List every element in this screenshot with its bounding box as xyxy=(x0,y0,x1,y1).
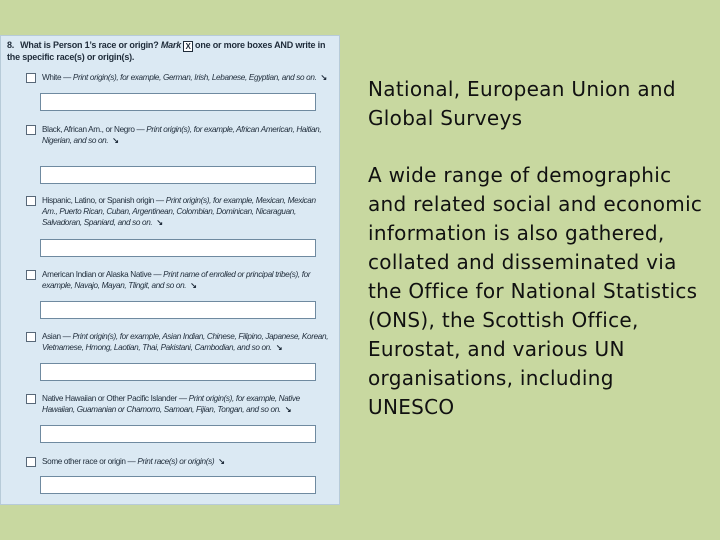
census-form-image xyxy=(0,35,340,505)
arrow-icon: ↘ xyxy=(284,405,292,414)
arrow-icon: ↘ xyxy=(218,457,225,466)
write-in-field-native-hawaiian[interactable] xyxy=(40,425,316,443)
checkbox-hispanic[interactable] xyxy=(26,196,36,206)
question-text-b: Mark xyxy=(160,40,182,50)
checkbox-black[interactable] xyxy=(26,125,36,135)
slide-body: A wide range of demographic and related social and economic information is also gathered, collated and disseminated via the Office for National Statistics (ONS), the Scottish Office, Eurostat, and various UN organisations, including UNESCO xyxy=(368,163,703,419)
slide-text xyxy=(368,75,703,422)
checkbox-native-hawaiian[interactable] xyxy=(26,394,36,404)
option-american-indian-text: American Indian or Alaska Native — Print name of enrolled or principal tribe(s), for example, Navajo, Mayan, Tlingit, and so on. ↘ xyxy=(42,270,311,290)
option-white-text: White — Print origin(s), for example, German, Irish, Lebanese, Egyptian, and so on. ↘ xyxy=(42,73,327,82)
option-native-hawaiian-text: Native Hawaiian or Other Pacific Islander — Print origin(s), for example, Native Hawaiian, Guamanian or Chamorro, Samoan, Fijian, Tongan, and so on. ↘ xyxy=(42,394,300,414)
mark-box-icon: X xyxy=(183,41,193,52)
option-other-text: Some other race or origin — Print race(s) or origin(s) ↘ xyxy=(42,457,225,466)
write-in-field-american-indian[interactable] xyxy=(40,301,316,319)
question-text-a: What is Person 1’s race or origin? xyxy=(20,40,159,50)
arrow-icon: ↘ xyxy=(190,281,197,290)
write-in-field-white[interactable] xyxy=(40,93,316,111)
checkbox-asian[interactable] xyxy=(26,332,36,342)
question-number: 8. xyxy=(7,40,15,50)
option-hispanic-text: Hispanic, Latino, or Spanish origin — Print origin(s), for example, Mexican, Mexican Am., Puerto Rican, Cuban, Argentinean, Colombian, Dominican, Nicaraguan, Salvadoran, Spaniard, and so on. ↘ xyxy=(42,196,316,227)
question-text-c: one or more boxes AND write in the specific race(s) or origin(s). xyxy=(7,40,326,62)
write-in-field-black[interactable] xyxy=(40,166,316,184)
checkbox-american-indian[interactable] xyxy=(26,270,36,280)
option-asian-text: Asian — Print origin(s), for example, Asian Indian, Chinese, Filipino, Japanese, Korean, Vietnamese, Hmong, Laotian, Thai, Pakistani, Cambodian, and so on. ↘ xyxy=(42,332,329,352)
arrow-icon: ↘ xyxy=(275,343,283,352)
write-in-field-asian[interactable] xyxy=(40,363,316,381)
checkbox-white[interactable] xyxy=(26,73,36,83)
arrow-icon: ↘ xyxy=(112,136,119,145)
arrow-icon: ↘ xyxy=(320,73,327,82)
slide-heading: National, European Union and Global Surveys xyxy=(368,77,676,130)
question-heading xyxy=(7,40,333,63)
write-in-field-hispanic[interactable] xyxy=(40,239,316,257)
arrow-icon: ↘ xyxy=(156,218,163,227)
write-in-field-other[interactable] xyxy=(40,476,316,494)
checkbox-other[interactable] xyxy=(26,457,36,467)
option-black-text: Black, African Am., or Negro — Print origin(s), for example, African American, Haitian, Nigerian, and so on. ↘ xyxy=(42,125,322,145)
